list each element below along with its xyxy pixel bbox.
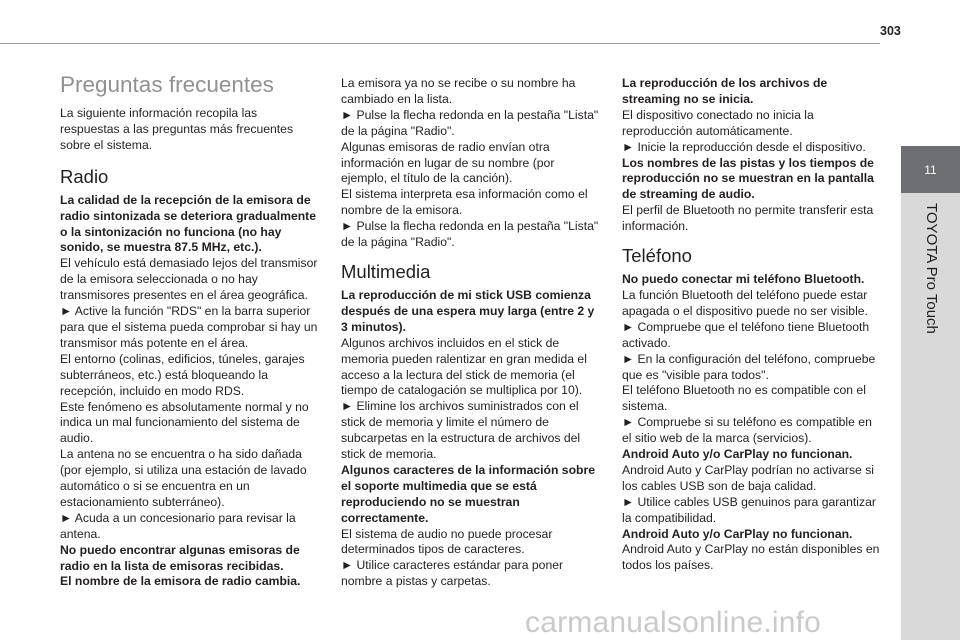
answer: El vehículo está demasiado lejos del transmisor de la emisora seleccionada o no hay transmisores presentes en el área geográfica. xyxy=(60,256,318,303)
question: La reproducción de los archivos de streaming no se inicia. xyxy=(622,76,828,106)
watermark: carmanualsonline.info xyxy=(525,606,822,639)
instruction: ► Compruebe que el teléfono tiene Bluetooth activado. xyxy=(622,319,870,350)
page-title: Preguntas frecuentes xyxy=(60,72,274,97)
answer: El perfil de Bluetooth no permite transferir esta información. xyxy=(622,203,874,234)
page-number: 303 xyxy=(880,24,901,38)
question: La reproducción de mi stick USB comienza después de una espera muy larga (entre 2 y 3 minutos). xyxy=(341,287,595,334)
instruction: ► Pulse la flecha redonda en la pestaña "Lista" de la página "Radio". xyxy=(341,107,599,138)
question: No puedo encontrar algunas emisoras de radio en la lista de emisoras recibidas. xyxy=(60,542,300,573)
instruction: ► En la configuración del teléfono, compruebe que es "visible para todos". xyxy=(622,351,876,382)
instruction: ► Acuda a un concesionario para revisar la antena. xyxy=(60,510,296,541)
intro-text: La siguiente información recopila las respuestas a las preguntas más frecuentes sobre el sistema. xyxy=(60,106,294,152)
answer: El sistema de audio no puede procesar determinados tipos de caracteres. xyxy=(341,526,553,557)
answer: Algunos archivos incluidos en el stick de memoria pueden ralentizar en gran medida el acceso a la lectura del stick de memoria (el tiempo de catalogación se multiplica por 10). xyxy=(341,335,587,398)
question: Los nombres de las pistas y los tiempos de reproducción no se muestran en la pantalla de streaming de audio. xyxy=(622,155,874,202)
section-telefono: Teléfono xyxy=(622,245,692,267)
instruction: ► Inicie la reproducción desde el dispositivo. xyxy=(622,139,866,154)
question: Algunos caracteres de la información sobre el soporte multimedia que se está reproduciendo no se muestran correctamente. xyxy=(341,462,595,525)
question: La calidad de la recepción de la emisora de radio sintonizada se deteriora gradualmente o la sintonización no funciona (no hay sonido, se muestra 87.5 MHz, etc.). xyxy=(60,192,317,255)
section-multimedia: Multimedia xyxy=(341,260,431,282)
instruction: ► Active la función "RDS" en la barra superior para que el sistema pueda comprobar si hay un transmisor más potente en el área. xyxy=(60,304,318,350)
answer: La emisora ya no se recibe o su nombre ha cambiado en la lista. xyxy=(341,76,576,106)
answer: El sistema interpreta esa información como el nombre de la emisora. xyxy=(341,187,588,218)
instruction: ► Pulse la flecha redonda en la pestaña "Lista" de la página "Radio". xyxy=(341,219,599,250)
answer: La función Bluetooth del teléfono puede estar apagada o el dispositivo puede no ser visible. xyxy=(622,287,868,318)
section-radio: Radio xyxy=(60,165,109,187)
answer: El teléfono Bluetooth no es compatible con el sistema. xyxy=(622,383,866,414)
answer: Algunas emisoras de radio envían otra información en lugar de su nombre (por ejemplo, el título de la canción). xyxy=(341,139,555,186)
question: Android Auto y/o CarPlay no funcionan. xyxy=(622,526,853,541)
answer: La antena no se encuentra o ha sido dañada (por ejemplo, si utiliza una estación de lavado automático o si se encuentra en un estacionamiento subterráneo). xyxy=(60,447,307,509)
chapter-title-text: TOYOTA Pro Touch xyxy=(923,203,940,334)
answer: Android Auto y CarPlay podrían no activarse si los cables USB son de baja calidad. xyxy=(622,462,875,493)
answer: Android Auto y CarPlay no están disponibles en todos los países. xyxy=(622,542,880,573)
column-2 xyxy=(341,76,599,590)
question: No puedo conectar mi teléfono Bluetooth. xyxy=(622,272,865,287)
chapter-tab: 11 xyxy=(901,146,960,193)
column-1 xyxy=(60,72,318,590)
instruction: ► Elimine los archivos suministrados con el stick de memoria y limite el número de subcarpetas en la estructura de archivos del stick de memoria. xyxy=(341,399,581,462)
answer: Este fenómeno es absolutamente normal y no indica un mal funcionamiento del sistema de audio. xyxy=(60,399,309,446)
column-3 xyxy=(622,76,880,574)
answer: El entorno (colinas, edificios, túneles, garajes subterráneos, etc.) está bloqueando la recepción, incluido en modo RDS. xyxy=(60,351,305,398)
question: El nombre de la emisora de radio cambia. xyxy=(60,574,301,589)
header-rule xyxy=(0,43,880,44)
instruction: ► Utilice caracteres estándar para poner nombre a pistas y carpetas. xyxy=(341,558,564,589)
answer: El dispositivo conectado no inicia la reproducción automáticamente. xyxy=(622,107,814,138)
question: Android Auto y/o CarPlay no funcionan. xyxy=(622,447,853,462)
chapter-title xyxy=(901,193,960,393)
instruction: ► Utilice cables USB genuinos para garantizar la compatibilidad. xyxy=(622,494,876,525)
instruction: ► Compruebe si su teléfono es compatible en el sitio web de la marca (servicios). xyxy=(622,415,872,446)
